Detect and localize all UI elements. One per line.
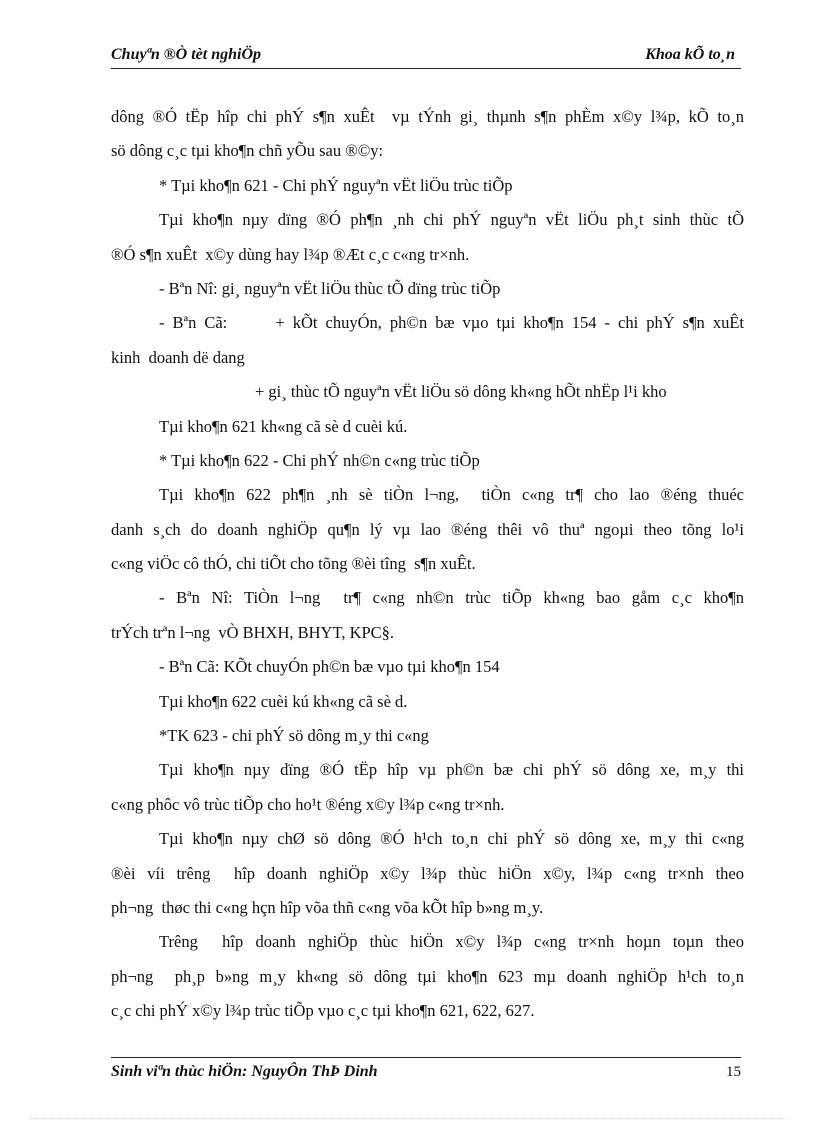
text-line: - Bªn Cã: + kÕt chuyÓn, ph©n bæ vµo tµi kho¶n 154 - chi phÝ s¶n xuÊt: [159, 313, 744, 333]
text-line: Trêng hîp doanh nghiÖp thùc hiÖn x©y l¾p c«ng tr×nh hoµn toµn theo: [159, 932, 744, 952]
text-line: Tµi kho¶n 622 ph¶n ¸nh sè tiÒn l¬ng, tiÒn c«ng tr¶ cho lao ®éng thuéc: [159, 485, 744, 505]
text-line: - Bªn Cã: KÕt chuyÓn ph©n bæ vµo tµi kho¶n 154: [159, 657, 500, 677]
page-edge-divider: [30, 1118, 786, 1119]
text-line: ph¬ng ph¸p b»ng m¸y kh«ng sö dông tµi kho¶n 623 mµ doanh nghiÖp h¹ch to¸n: [111, 966, 744, 986]
body-text: [111, 100, 744, 1029]
footer-author: Sinh viªn thùc hiÖn: NguyÔn ThÞ Dinh: [111, 1063, 378, 1080]
text-line: c«ng phôc vô trùc tiÕp cho ho¹t ®éng x©y l¾p c«ng tr×nh.: [111, 794, 505, 814]
page-footer: [111, 1057, 741, 1080]
text-line: sö dông c¸c tµi kho¶n chñ yÕu sau ®©y:: [111, 141, 384, 161]
text-line: danh s¸ch do doanh nghiÖp qu¶n lý vµ lao ®éng thêi vô thuª ngoµi theo tõng lo¹i: [111, 519, 744, 539]
text-line: * Tµi kho¶n 621 - Chi phÝ nguyªn vËt liÖu trùc tiÕp: [159, 175, 513, 195]
page-header: [111, 38, 741, 69]
text-line: ®èi víi trêng hîp doanh nghiÖp x©y l¾p thùc hiÖn x©y, l¾p c«ng tr×nh theo: [111, 863, 744, 883]
text-line: + gi¸ thùc tÕ nguyªn vËt liÖu sö dông kh«ng hÕt nhËp l¹i kho: [255, 382, 667, 402]
text-line: Tµi kho¶n nµy chØ sö dông ®Ó h¹ch to¸n chi phÝ sö dông xe, m¸y thi c«ng: [159, 829, 744, 849]
text-line: Tµi kho¶n nµy dïng ®Ó ph¶n ¸nh chi phÝ nguyªn vËt liÖu ph¸t sinh thùc tÕ: [159, 210, 744, 230]
text-line: *TK 623 - chi phÝ sö dông m¸y thi c«ng: [159, 726, 429, 746]
text-line: Tµi kho¶n 622 cuèi kú kh«ng cã sè d.: [159, 691, 408, 711]
text-line: - Bªn Nî: TiÒn l¬ng tr¶ c«ng nh©n trùc tiÕp kh«ng bao gåm c¸c kho¶n: [159, 588, 744, 608]
text-line: - Bªn Nî: gi¸ nguyªn vËt liÖu thùc tÕ dïng trùc tiÕp: [159, 278, 501, 298]
text-line: ph¬ng thøc thi c«ng hçn hîp võa thñ c«ng võa kÕt hîp b»ng m¸y.: [111, 897, 544, 917]
text-line: c¸c chi phÝ x©y l¾p trùc tiÕp vµo c¸c tµi kho¶n 621, 622, 627.: [111, 1001, 535, 1021]
header-department: Khoa kÕ to¸n: [645, 46, 735, 63]
text-line: ®Ó s¶n xuÊt x©y dùng hay l¾p ®Æt c¸c c«ng tr×nh.: [111, 244, 470, 264]
header-title: Chuyªn ®Ò tèt nghiÖp: [111, 46, 262, 63]
page-number: 15: [726, 1064, 741, 1080]
text-line: Tµi kho¶n nµy dïng ®Ó tËp hîp vµ ph©n bæ chi phÝ sö dông xe, m¸y thi: [159, 760, 744, 780]
text-line: * Tµi kho¶n 622 - Chi phÝ nh©n c«ng trùc tiÕp: [159, 450, 480, 470]
text-line: Tµi kho¶n 621 kh«ng cã sè d cuèi kú.: [159, 416, 408, 436]
text-line: kinh doanh dë dang: [111, 347, 245, 367]
text-line: dông ®Ó tËp hîp chi phÝ s¶n xuÊt vµ tÝnh gi¸ thµnh s¶n phÈm x©y l¾p, kÕ to¸n: [111, 107, 744, 126]
text-line: c«ng viÖc cô thÓ, chi tiÕt cho tõng ®èi tîng s¶n xuÊt.: [111, 554, 476, 574]
text-line: trÝch trªn l¬ng vÒ BHXH, BHYT, KPC§.: [111, 622, 395, 642]
